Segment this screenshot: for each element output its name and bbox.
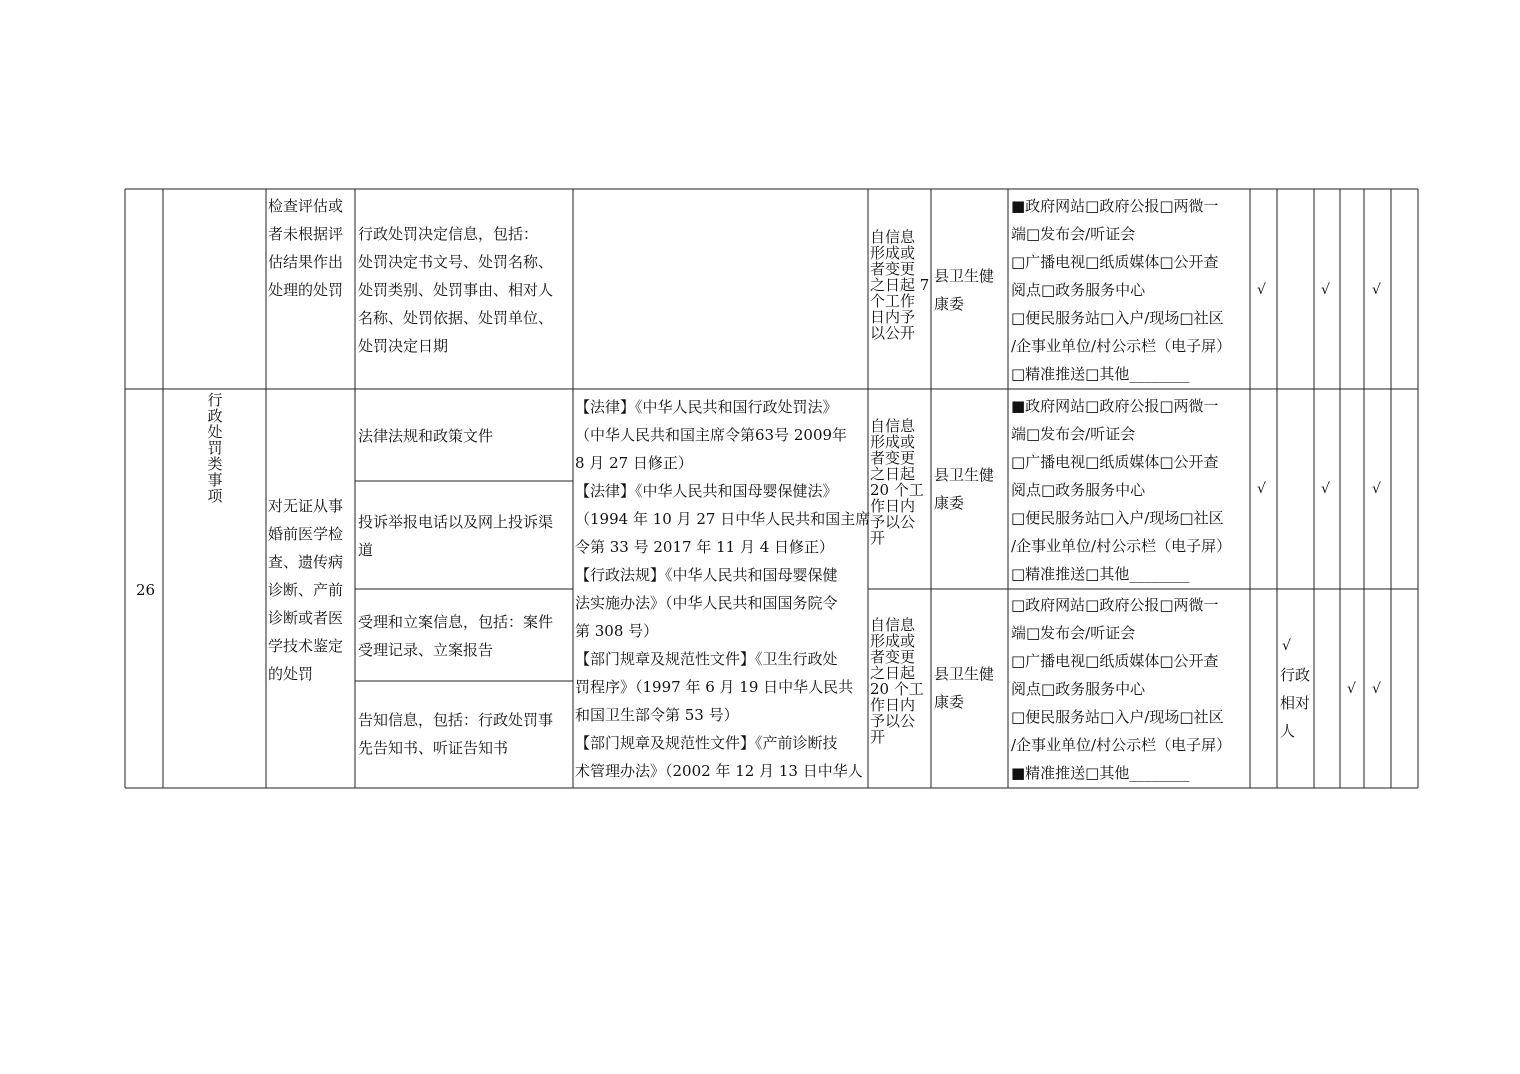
sub-item-complaint-line-1: 投诉举报电话以及网上投诉渠	[358, 513, 554, 531]
basis-line-3: 8 月 27 日修正）	[575, 454, 693, 472]
item-name-line-6: 学技术鉴定	[268, 637, 344, 655]
sub-item-filing-line-2: 受理记录、立案报告	[358, 641, 494, 659]
basis-line-6: 令第 33 号 2017 年 11 月 4 日修正）	[575, 538, 835, 556]
item-name-line-2: 婚前医学检	[268, 525, 344, 543]
check-mark-all-public: √	[1257, 481, 1266, 497]
channels-a-line-1: ■政府网站□政府公报□两微一	[1011, 397, 1219, 415]
sub-item-notice-line-2: 先告知书、听证告知书	[358, 739, 509, 757]
channels-b-line-4: 阅点□政务服务中心	[1011, 680, 1146, 698]
timing-a-line-5: 20 个工	[870, 481, 924, 499]
channels-a-line-2: 端□发布会/听证会	[1011, 425, 1136, 443]
basis-line-13: 【部门规章及规范性文件】《产前诊断技	[575, 734, 838, 752]
channels-b-line-3: □广播电视□纸质媒体□公开查	[1011, 652, 1219, 670]
timing-line-5: 个工作	[870, 292, 916, 310]
item-name-line-2: 者未根据评	[268, 225, 344, 243]
subject-line-2: 康委	[934, 295, 965, 313]
channels-line-4: 阅点□政务服务中心	[1011, 281, 1146, 299]
basis-line-2: （中华人民共和国主席令第63号 2009年	[575, 426, 848, 444]
timing-b-line-3: 者变更	[870, 648, 916, 666]
sub-item-complaint-line-2: 道	[358, 541, 374, 559]
basis-line-14: 术管理办法》（2002 年 12 月 13 日中华人	[575, 762, 863, 780]
channels-line-7: □精准推送□其他________	[1011, 365, 1190, 383]
channels-line-2: 端□发布会/听证会	[1011, 225, 1136, 243]
check-mark-municipal: √	[1321, 481, 1330, 497]
subject-a-line-1: 县卫生健	[934, 466, 995, 484]
check-mark-all-public: √	[1257, 282, 1266, 298]
item-name-line-5: 诊断或者医	[268, 609, 344, 627]
timing-line-1: 自信息	[870, 228, 916, 246]
item-name-line-4: 诊断、产前	[268, 581, 344, 599]
basis-line-5: （1994 年 10 月 27 日中华人民共和国主席	[575, 510, 871, 528]
channels-b-line-6: /企事业单位/村公示栏（电子屏）	[1011, 736, 1232, 754]
category-vertical: 行政处罚类事项	[207, 391, 223, 505]
timing-b-line-6: 作日内	[870, 696, 916, 714]
timing-a-line-4: 之日起	[870, 465, 916, 483]
basis-line-7: 【行政法规】《中华人民共和国母婴保健	[575, 566, 838, 584]
channels-line-6: /企事业单位/村公示栏（电子屏）	[1011, 337, 1232, 355]
sub-item-laws: 法律法规和政策文件	[358, 427, 494, 445]
basis-line-12: 和国卫生部令第 53 号）	[575, 706, 739, 724]
subject-b-line-2: 康委	[934, 693, 965, 711]
timing-b-line-5: 20 个工	[870, 680, 924, 698]
basis-line-9: 第 308 号）	[575, 622, 659, 640]
subject-a-line-2: 康委	[934, 494, 965, 512]
timing-line-7: 以公开	[870, 324, 916, 342]
subject-b-line-1: 县卫生健	[934, 665, 995, 683]
channels-a-line-6: /企事业单位/村公示栏（电子屏）	[1011, 537, 1232, 555]
item-name-line-1: 检查评估或	[268, 197, 344, 215]
timing-a-line-1: 自信息	[870, 417, 916, 435]
timing-a-line-6: 作日内	[870, 497, 916, 515]
timing-a-line-8: 开	[870, 529, 886, 547]
item-name-line-3: 估结果作出	[268, 253, 344, 271]
timing-b-line-2: 形成或	[870, 632, 916, 650]
timing-line-3: 者变更	[870, 260, 916, 278]
timing-a-line-7: 予以公	[870, 513, 916, 531]
content-line-1: 行政处罚决定信息，包括：	[358, 225, 539, 243]
check-mark-specific-party: √	[1282, 638, 1291, 654]
channels-a-line-7: □精准推送□其他________	[1011, 565, 1190, 583]
check-mark-town: √	[1347, 681, 1356, 697]
item-name-line-4: 处理的处罚	[268, 281, 344, 299]
item-name-line-1: 对无证从事	[268, 497, 344, 515]
sub-item-filing-line-1: 受理和立案信息，包括：案件	[358, 613, 554, 631]
channels-a-line-5: □便民服务站□入户/现场□社区	[1011, 509, 1224, 527]
timing-line-4: 之日起 7	[870, 276, 930, 294]
check-mark-county: √	[1372, 481, 1381, 497]
item-name-line-7: 的处罚	[268, 665, 314, 683]
content-line-2: 处罚决定书文号、处罚名称、	[358, 253, 554, 271]
timing-a-line-2: 形成或	[870, 433, 916, 451]
sub-item-notice-line-1: 告知信息，包括：行政处罚事	[358, 711, 554, 729]
check-mark-municipal: √	[1321, 282, 1330, 298]
row-number: 26	[136, 581, 156, 599]
channels-b-line-7: ■精准推送□其他________	[1011, 764, 1190, 782]
timing-b-line-7: 予以公	[870, 712, 916, 730]
basis-line-11: 罚程序》（1997 年 6 月 19 日中华人民共	[575, 678, 854, 696]
basis-line-1: 【法律】《中华人民共和国行政处罚法》	[575, 398, 838, 416]
channels-a-line-3: □广播电视□纸质媒体□公开查	[1011, 453, 1219, 471]
timing-line-2: 形成或	[870, 244, 916, 262]
timing-b-line-4: 之日起	[870, 664, 916, 682]
content-line-5: 处罚决定日期	[358, 337, 449, 355]
item-name-line-3: 查、遗传病	[268, 553, 344, 571]
timing-b-line-1: 自信息	[870, 616, 916, 634]
channels-b-line-5: □便民服务站□入户/现场□社区	[1011, 708, 1224, 726]
channels-b-line-2: 端□发布会/听证会	[1011, 624, 1136, 642]
basis-line-8: 法实施办法》（中华人民共和国国务院令	[575, 594, 838, 612]
subject-line-1: 县卫生健	[934, 267, 995, 285]
check-mark-county: √	[1372, 681, 1381, 697]
channels-line-5: □便民服务站□入户/现场□社区	[1011, 309, 1224, 327]
channels-b-line-1: □政府网站□政府公报□两微一	[1011, 596, 1219, 614]
party-line-1: 行政	[1280, 666, 1311, 684]
basis-line-10: 【部门规章及规范性文件】《卫生行政处	[575, 650, 838, 668]
check-mark-county: √	[1372, 282, 1381, 298]
timing-b-line-8: 开	[870, 728, 886, 746]
content-line-3: 处罚类别、处罚事由、相对人	[358, 281, 554, 299]
channels-line-1: ■政府网站□政府公报□两微一	[1011, 197, 1219, 215]
channels-line-3: □广播电视□纸质媒体□公开查	[1011, 253, 1219, 271]
timing-line-6: 日内予	[870, 308, 916, 326]
party-line-3: 人	[1280, 722, 1296, 740]
content-line-4: 名称、处罚依据、处罚单位、	[358, 309, 554, 327]
timing-a-line-3: 者变更	[870, 449, 916, 467]
party-line-2: 相对	[1280, 694, 1311, 712]
channels-a-line-4: 阅点□政务服务中心	[1011, 481, 1146, 499]
basis-line-4: 【法律】《中华人民共和国母婴保健法》	[575, 482, 838, 500]
